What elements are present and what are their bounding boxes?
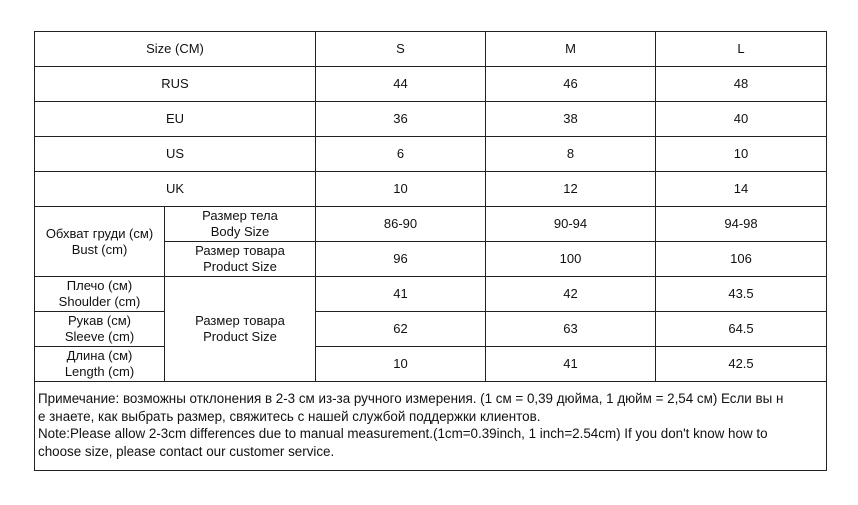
table-cell: 43.5 bbox=[656, 277, 827, 312]
body-size-label-ru: Размер тела bbox=[202, 208, 278, 223]
table-cell: 94-98 bbox=[656, 207, 827, 242]
table-cell: 48 bbox=[656, 67, 827, 102]
table-cell: 36 bbox=[316, 102, 486, 137]
table-cell: 86-90 bbox=[316, 207, 486, 242]
bust-label-ru: Обхват груди (см) bbox=[45, 225, 154, 241]
size-l-header: L bbox=[656, 32, 827, 67]
table-row bbox=[35, 172, 827, 207]
shoulder-label bbox=[35, 277, 165, 312]
length-label bbox=[35, 347, 165, 382]
table-cell: 46 bbox=[486, 67, 656, 102]
table-cell: 90-94 bbox=[486, 207, 656, 242]
row-label: RUS bbox=[35, 67, 316, 102]
table-cell: 12 bbox=[486, 172, 656, 207]
note-ru-line2: е знаете, как выбрать размер, свяжитесь с нашей службой поддержки клиентов. bbox=[38, 408, 541, 424]
table-row bbox=[35, 277, 827, 312]
body-size-label bbox=[165, 207, 316, 242]
sleeve-label-en: Sleeve (cm) bbox=[64, 329, 135, 344]
shoulder-label-ru: Плечо (см) bbox=[66, 278, 133, 293]
table-cell: 41 bbox=[486, 347, 656, 382]
table-cell: 10 bbox=[656, 137, 827, 172]
note-en-line1: Note:Please allow 2-3cm differences due to manual measurement.(1cm=0.39inch, 1 inch=2.54cm) If you don't know how to bbox=[38, 426, 768, 441]
bust-label bbox=[35, 207, 165, 277]
table-cell: 40 bbox=[656, 102, 827, 137]
table-cell: 62 bbox=[316, 312, 486, 347]
body-size-label-en: Body Size bbox=[210, 224, 270, 239]
product-group-label bbox=[165, 277, 316, 382]
table-cell: 42.5 bbox=[656, 347, 827, 382]
note-cell bbox=[35, 382, 827, 471]
table-cell: 38 bbox=[486, 102, 656, 137]
table-row bbox=[35, 137, 827, 172]
table-row bbox=[35, 102, 827, 137]
table-cell: 6 bbox=[316, 137, 486, 172]
product-size-label bbox=[165, 242, 316, 277]
table-cell: 10 bbox=[316, 172, 486, 207]
table-row bbox=[35, 67, 827, 102]
table-cell: 10 bbox=[316, 347, 486, 382]
table-cell: 96 bbox=[316, 242, 486, 277]
table-cell: 106 bbox=[656, 242, 827, 277]
header-row bbox=[35, 32, 827, 67]
sleeve-label bbox=[35, 312, 165, 347]
table-row bbox=[35, 347, 827, 382]
bust-label-en: Bust (cm) bbox=[71, 241, 128, 257]
note-ru-line1: Примечание: возможны отклонения в 2-3 см из-за ручного измерения. (1 см = 0,39 дюйма, 1 дюйм = 2,54 см) Если вы н bbox=[38, 391, 784, 406]
size-s-header: S bbox=[316, 32, 486, 67]
header-label: Size (CM) bbox=[35, 32, 316, 67]
length-label-ru: Длина (см) bbox=[66, 348, 133, 363]
table-cell: 42 bbox=[486, 277, 656, 312]
sleeve-label-ru: Рукав (см) bbox=[68, 313, 131, 328]
table-cell: 8 bbox=[486, 137, 656, 172]
table-cell: 100 bbox=[486, 242, 656, 277]
row-label: UK bbox=[35, 172, 316, 207]
product-size-label-en: Product Size bbox=[203, 259, 277, 274]
product-group-label-en: Product Size bbox=[203, 329, 277, 344]
size-m-header: M bbox=[486, 32, 656, 67]
product-group-label-ru: Размер товара bbox=[195, 313, 285, 328]
table-cell: 44 bbox=[316, 67, 486, 102]
table-cell: 14 bbox=[656, 172, 827, 207]
note-row bbox=[35, 382, 827, 471]
table-cell: 63 bbox=[486, 312, 656, 347]
table-cell: 64.5 bbox=[656, 312, 827, 347]
row-label: US bbox=[35, 137, 316, 172]
table-row bbox=[35, 207, 827, 242]
size-chart-table bbox=[34, 31, 827, 471]
row-label: EU bbox=[35, 102, 316, 137]
table-row bbox=[35, 312, 827, 347]
length-label-en: Length (cm) bbox=[64, 364, 135, 379]
product-size-label-ru: Размер товара bbox=[195, 243, 285, 258]
note-en-line2: choose size, please contact our customer service. bbox=[38, 443, 335, 459]
shoulder-label-en: Shoulder (cm) bbox=[58, 294, 141, 309]
table-cell: 41 bbox=[316, 277, 486, 312]
